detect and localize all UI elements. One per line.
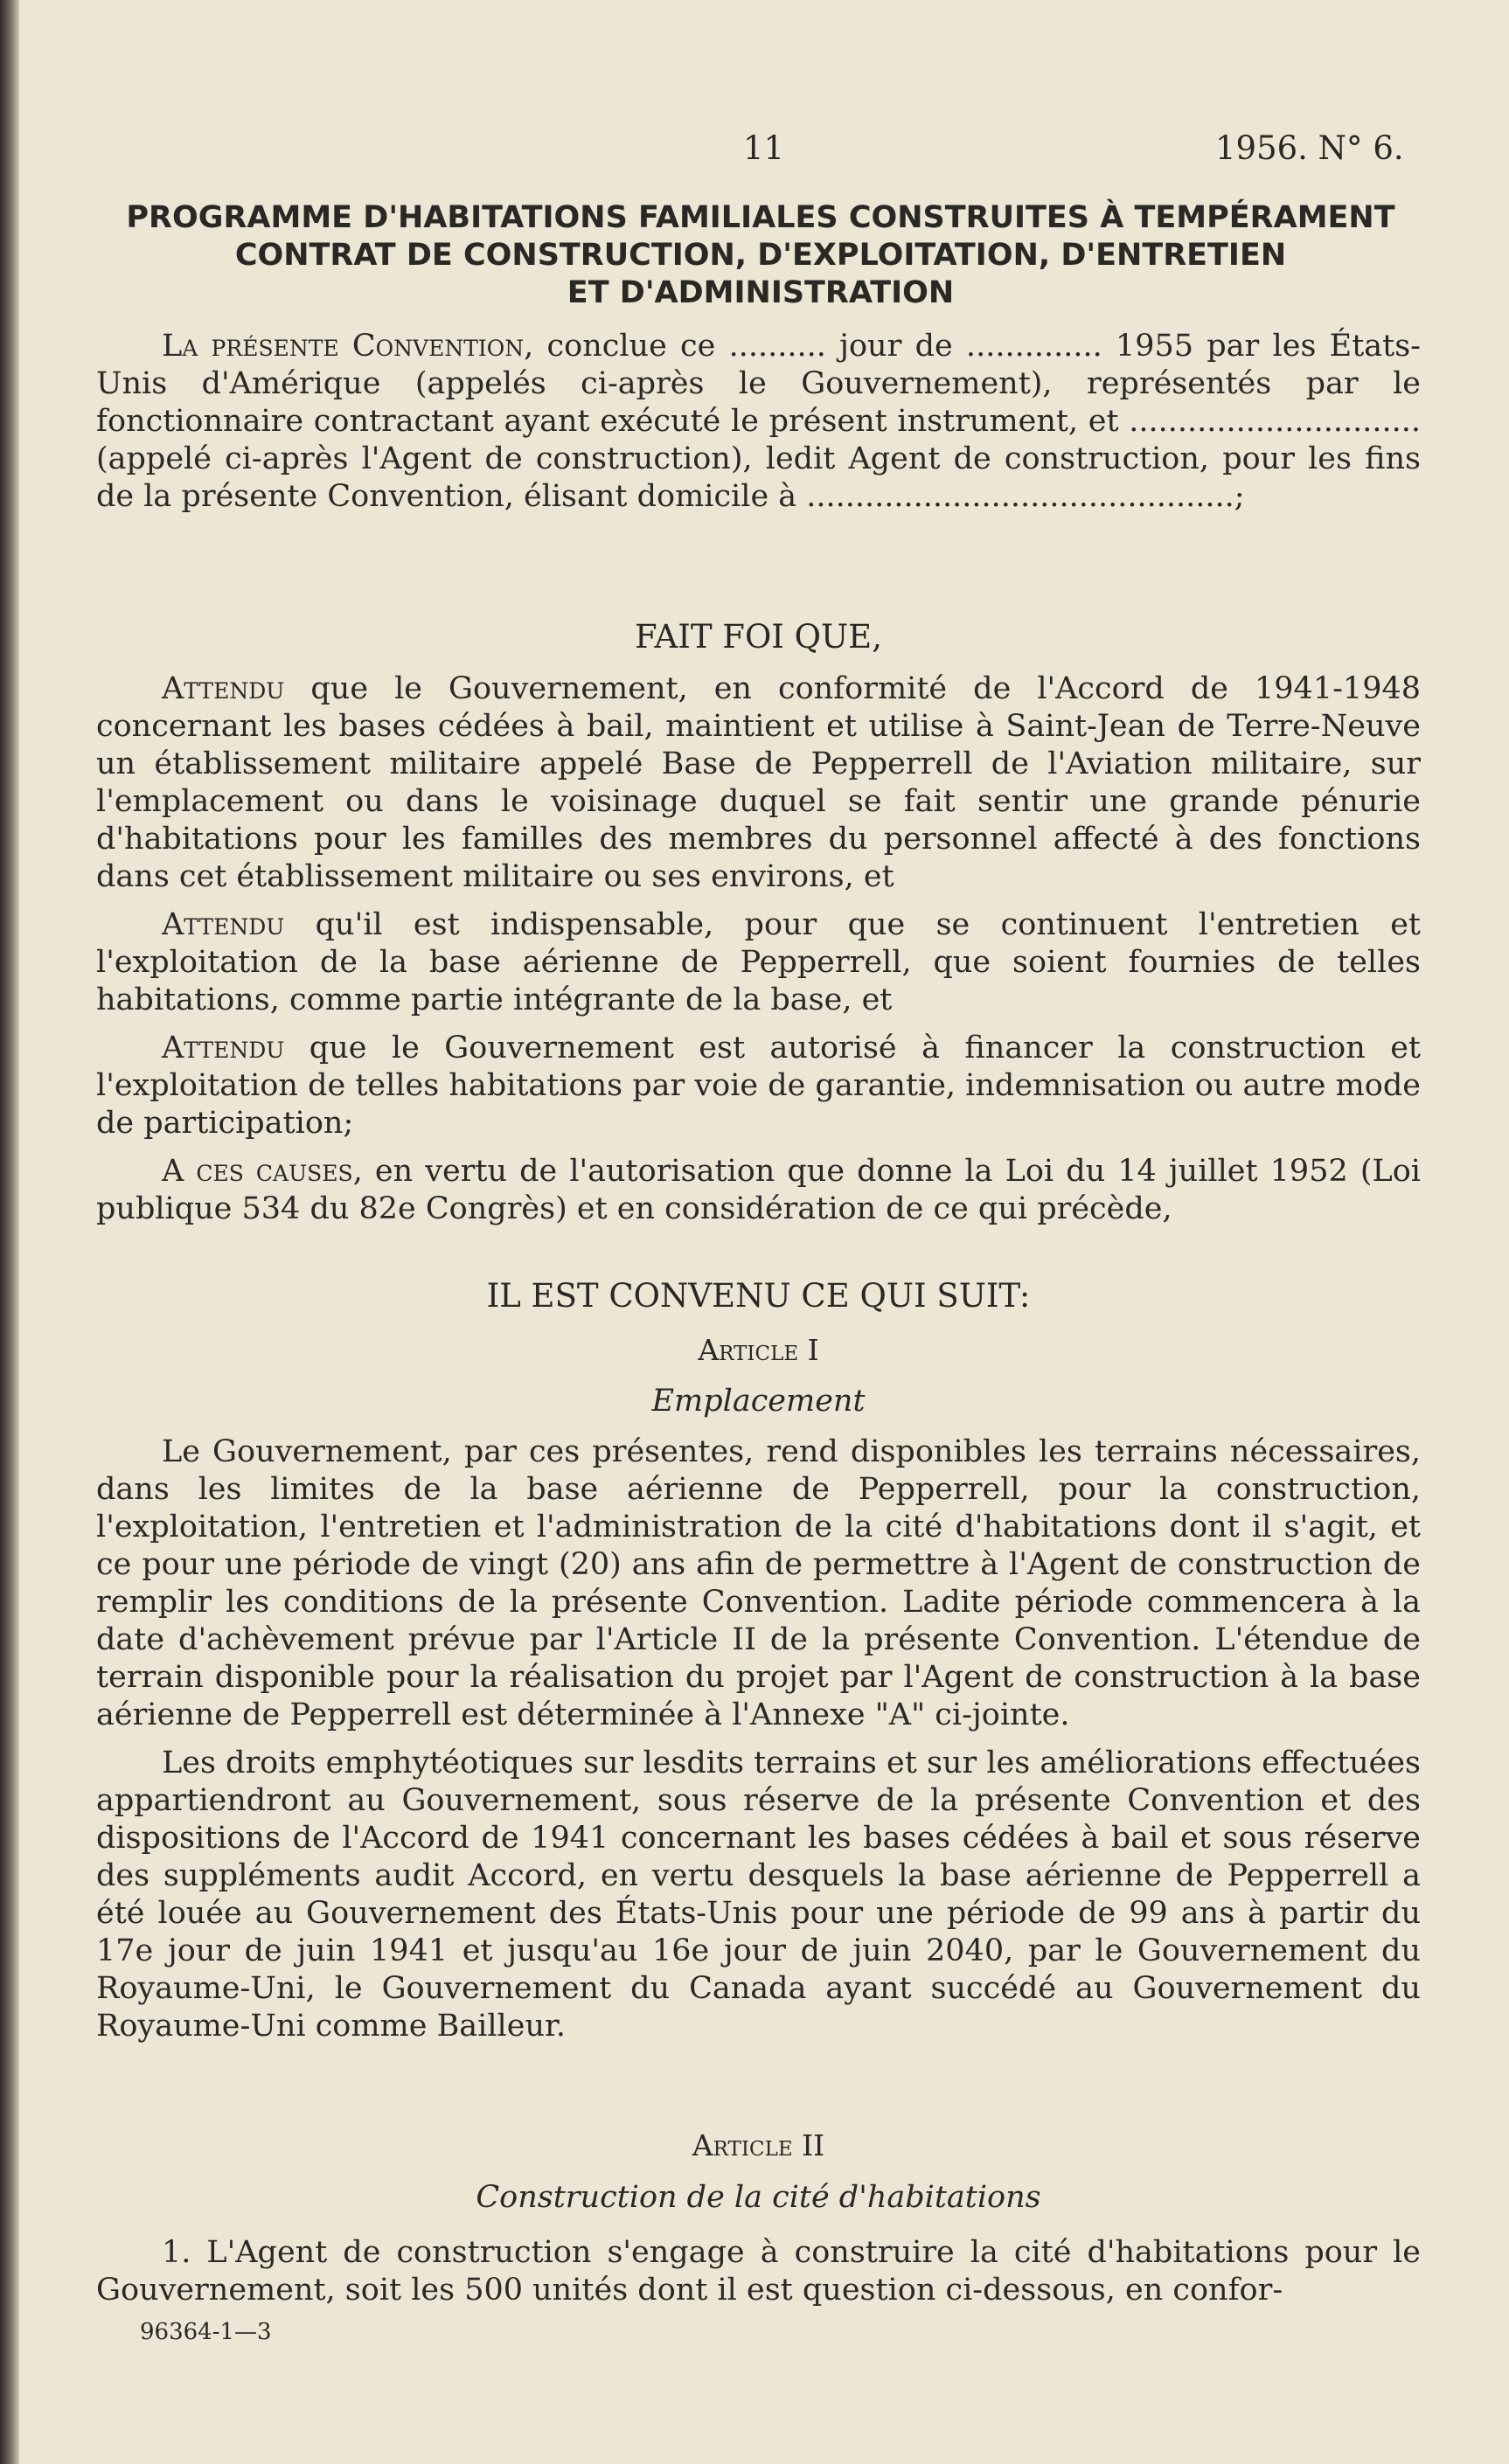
whereas-lead: Attendu <box>162 907 285 942</box>
article-2-subtitle: Construction de la cité d'habitations <box>476 2180 1041 2215</box>
whereas-text: en vertu de l'autorisation que donne la Loi du 14 juillet 1952 (Loi publique 534 du 82e Congrès) et en considération de ce qui précède, <box>96 1154 1421 1226</box>
article-2-heading: Article II <box>692 2128 825 2162</box>
whereas-lead: Attendu <box>162 1031 285 1065</box>
article-1-heading: Article I <box>698 1333 819 1367</box>
page-number: 11 <box>743 129 785 167</box>
title-line-1: PROGRAMME D'HABITATIONS FAMILIALES CONSTRUITES À TEMPÉRAMENT <box>126 200 1395 235</box>
whereas-lead: A ces causes, <box>162 1154 363 1189</box>
whereas-text: que le Gouvernement est autorisé à financer la construction et l'exploitation de telles habitations par voie de garantie, indemnisation ou autre mode de participation; <box>96 1031 1421 1141</box>
document-title <box>96 199 1425 312</box>
preamble <box>96 328 1421 526</box>
article-1-paragraph: Le Gouvernement, par ces présentes, rend disponibles les terrains nécessaires, dans les limites de la base aérienne de Pepperrell, pour la construction, l'exploitation, l'entretien et l'administration de la cité d'habitations dont il s'agit, et ce pour une période de vingt (20) ans afin de permettre à l'Agent de construction de remplir les conditions de la présente Convention. Ladite période commencera à la date d'achèvement prévue par l'Article II de la présente Convention. L'étendue de terrain disponible pour la réalisation du projet par l'Agent de construction à la base aérienne de Pepperrell est déterminée à l'Annexe "A" ci-jointe. <box>96 1434 1421 1732</box>
whereas-paragraph <box>96 906 1421 1019</box>
printer-code: 96364-1—3 <box>140 2319 272 2345</box>
article-2-body <box>96 2234 1421 2320</box>
whereas-paragraph <box>96 1153 1421 1228</box>
preamble-lead: La présente Convention, <box>162 329 534 364</box>
whereas-paragraph <box>96 1030 1421 1142</box>
fait-foi-heading: FAIT FOI QUE, <box>635 618 882 656</box>
article-1-subtitle: Emplacement <box>651 1384 866 1419</box>
whereas-clauses <box>96 670 1421 1239</box>
article-1-paragraph: Les droits emphytéotiques sur lesdits terrains et sur les améliorations effectuées appartiendront au Gouvernement, sous réserve de la présente Convention et des dispositions de l'Accord de 1941 concernant les bases cédées à bail et sous réserve des suppléments audit Accord, en vertu desquels la base aérienne de Pepperrell a été louée au Gouvernement des États-Unis pour une période de 99 ans à partir du 17e jour de juin 1941 et jusqu'au 16e jour de juin 2040, par le Gouvernement du Royaume-Uni, le Gouvernement du Canada ayant succédé au Gouvernement du Royaume-Uni comme Bailleur. <box>96 1746 1421 2044</box>
title-line-2: CONTRAT DE CONSTRUCTION, D'EXPLOITATION, D'ENTRETIEN <box>234 238 1287 273</box>
whereas-text: qu'il est indispensable, pour que se continuent l'entretien et l'exploitation de la base aérienne de Pepperrell, que soient fournies de telles habitations, comme partie intégrante de la base, et <box>96 907 1421 1017</box>
article-2-paragraph: 1. L'Agent de construction s'engage à construire la cité d'habitations pour le Gouvernement, soit les 500 unités dont il est question ci-dessous, en confor- <box>96 2235 1421 2308</box>
whereas-paragraph <box>96 670 1421 896</box>
document-reference: 1956. N° 6. <box>1215 129 1404 167</box>
article-1-body <box>96 1433 1421 2056</box>
title-line-3: ET D'ADMINISTRATION <box>567 275 955 310</box>
whereas-text: que le Gouvernement, en conformité de l'Accord de 1941-1948 concernant les bases cédées à bail, maintient et utilise à Saint-Jean de Terre-Neuve un établissement militaire appelé Base de Pepperrell de l'Aviation militaire, sur l'emplacement ou dans le voisinage duquel se fait sentir une grande pénurie d'habitations pour les familles des membres du personnel affecté à des fonctions dans cet établissement militaire ou ses environs, et <box>96 671 1421 894</box>
preamble-text: conclue ce .......... jour de .............. 1955 par les États-Unis d'Amérique (appelés ci-après le Gouvernement), représentés par le fonctionnaire contractant ayant exécuté le présent instrument, et .............................. (appelé ci-après l'Agent de construction), ledit Agent de construction, pour les fins de la présente Convention, élisant domicile à ............................................; <box>96 329 1421 514</box>
whereas-lead: Attendu <box>162 671 285 706</box>
preamble-paragraph <box>96 328 1421 516</box>
agreement-heading: IL EST CONVENU CE QUI SUIT: <box>486 1277 1031 1315</box>
book-binding-shadow <box>0 0 19 2464</box>
